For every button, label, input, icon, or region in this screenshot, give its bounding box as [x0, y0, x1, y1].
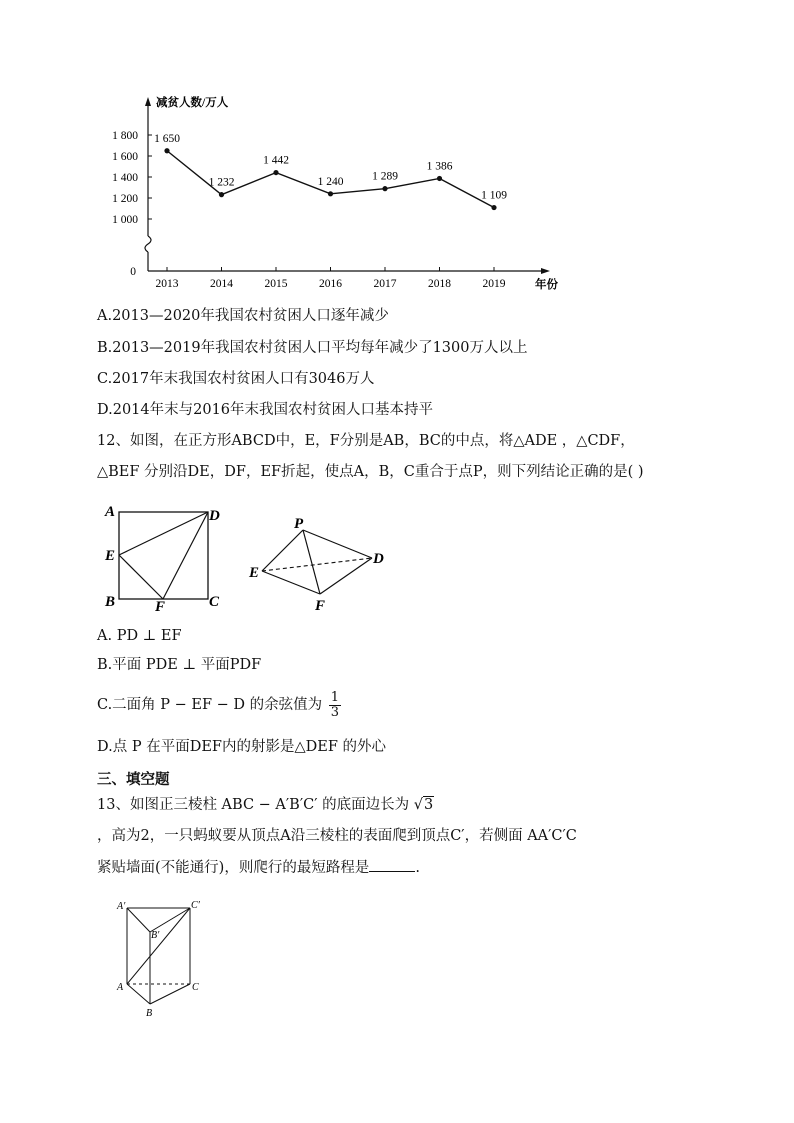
q13-stem-line3: [97, 857, 420, 878]
sqrt-expression: √3: [413, 797, 434, 813]
data-point: [328, 191, 333, 196]
data-point: [164, 148, 169, 153]
q13-stem-line2: ，高为2，一只蚂蚁要从顶点A沿三棱柱的表面爬到顶点C′，若侧面 AA′C′C: [97, 828, 577, 844]
y-tick-label: 1 000: [112, 214, 138, 226]
y-axis-break: [145, 236, 151, 252]
label-b-bottom: B: [146, 1008, 153, 1019]
q12-stem-line2: △BEF 分别沿DE，DF，EF折起，使点A，B，C重合于点P，则下列结论正确的是( ): [97, 464, 644, 480]
edge-bc: [150, 984, 190, 1004]
data-point: [382, 186, 387, 191]
y-tick-label: 1 600: [112, 151, 138, 163]
q12-option-c-text: C.二面角 P − EF − D 的余弦值为: [97, 697, 323, 713]
segment-fd: [163, 512, 208, 599]
diagonal-ac1: [127, 908, 190, 984]
segment-ef: [119, 555, 163, 599]
x-tick-label: 2014: [210, 278, 233, 290]
y-tick-label: 1 400: [112, 172, 138, 184]
data-point: [437, 176, 442, 181]
answer-blank: [369, 857, 415, 872]
fraction-numerator: 1: [330, 689, 340, 705]
edge-pd: [303, 530, 372, 558]
label-a1: A′: [117, 901, 126, 912]
label-e: E: [105, 548, 116, 564]
label-d2: D: [373, 551, 384, 567]
label-c1: C′: [191, 900, 200, 911]
q11-option-b: B.2013—2019年我国农村贫困人口平均每年减少了1300万人以上: [97, 340, 528, 356]
edge-a1b1: [127, 908, 150, 932]
q13-line1-text: 13、如图正三棱柱 ABC − A′B′C′ 的底面边长为: [97, 797, 410, 813]
square-abcd-figure: [100, 500, 230, 615]
x-axis-arrow: [541, 268, 550, 274]
x-tick-label: 2016: [319, 278, 342, 290]
label-c-bottom: C: [192, 982, 199, 993]
q13-line3-text: 紧贴墙面(不能通行)，则爬行的最短路程是: [97, 860, 370, 876]
data-point: [273, 170, 278, 175]
x-tick-label: 2015: [264, 278, 288, 290]
label-b1: B′: [151, 930, 160, 941]
chart-axes: [145, 97, 550, 274]
label-a-bottom: A: [117, 982, 124, 993]
edge-ef: [262, 571, 320, 594]
data-label: 1 289: [372, 170, 398, 183]
data-label: 1 232: [208, 176, 235, 189]
q11-option-a: A.2013—2020年我国农村贫困人口逐年减少: [97, 308, 389, 324]
q12-option-d: D.点 P 在平面DEF内的射影是△DEF 的外心: [97, 739, 386, 755]
triangular-prism-figure: [110, 896, 210, 1021]
fraction-denominator: 3: [330, 704, 340, 720]
y-tick-label: 1 200: [112, 193, 138, 205]
data-label: 1 109: [481, 189, 507, 202]
sqrt-radicand: 3: [423, 797, 434, 813]
y-zero-label: 0: [130, 266, 136, 278]
edge-pf: [303, 530, 320, 594]
tetrahedron-pdef-figure: [245, 512, 395, 612]
q11-option-d: D.2014年末与2016年末我国农村贫困人口基本持平: [97, 402, 434, 418]
section-title-fill-in: 三、填空题: [97, 771, 170, 788]
label-f: F: [155, 599, 166, 615]
data-label: 1 386: [426, 160, 453, 173]
label-a: A: [105, 504, 116, 520]
edge-ab: [127, 984, 150, 1004]
y-axis-title: 减贫人数/万人: [156, 97, 229, 109]
segment-ed: [119, 512, 208, 555]
edge-b1c1: [150, 908, 190, 932]
label-e2: E: [249, 565, 260, 581]
q12-stem-line1: 12、如图，在正方形ABCD中，E，F分别是AB，BC的中点，将△ADE ，△CDF，: [97, 433, 635, 449]
data-point: [491, 205, 496, 210]
x-tick-label: 2019: [482, 278, 506, 290]
x-tick-label: 2017: [373, 278, 397, 290]
q12-option-a: A. PD ⊥ EF: [97, 628, 182, 644]
q13-line3-end: .: [415, 860, 420, 876]
edge-ep: [262, 530, 303, 571]
data-label: 1 442: [263, 154, 289, 167]
fraction-one-third: [329, 691, 341, 720]
x-tick-label: 2013: [155, 278, 179, 290]
x-tick-label: 2018: [428, 278, 451, 290]
q11-option-c: C.2017年末我国农村贫困人口有3046万人: [97, 371, 375, 387]
label-b: B: [105, 594, 116, 610]
label-p: P: [294, 516, 304, 532]
data-label: 1 650: [154, 132, 180, 145]
data-point: [219, 192, 224, 197]
q12-option-c: [97, 690, 341, 720]
data-label: 1 240: [317, 175, 344, 188]
q12-option-b: B.平面 PDE ⊥ 平面PDF: [97, 657, 262, 673]
label-c: C: [209, 594, 220, 610]
y-axis-arrow: [145, 97, 151, 106]
square-outline: [119, 512, 208, 599]
label-f2: F: [315, 598, 326, 612]
y-tick-label: 1 800: [112, 130, 138, 142]
label-d: D: [209, 508, 220, 524]
x-axis-title: 年份: [535, 279, 558, 291]
line-chart: [110, 88, 580, 293]
q13-stem-line1: [97, 795, 434, 815]
